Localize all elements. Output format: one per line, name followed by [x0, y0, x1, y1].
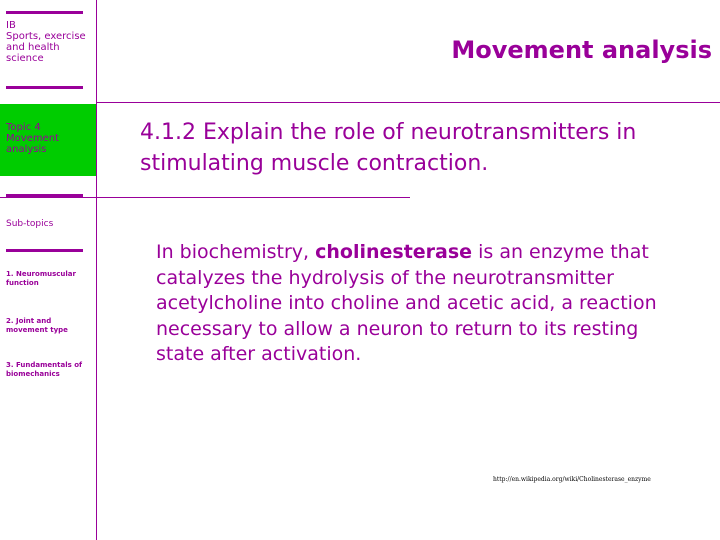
- sidebar-divider: [96, 0, 97, 540]
- subtopics-label: Sub-topics: [6, 219, 54, 229]
- course-label: [6, 20, 90, 64]
- sidebar-rule-4: [6, 249, 83, 252]
- body-text-start: In biochemistry,: [156, 241, 316, 263]
- topic-line-1: Topic 4: [6, 122, 41, 133]
- source-link[interactable]: http://en.wikipedia.org/wiki/Cholinesterase_enzyme: [493, 476, 651, 483]
- topic-line-2: Movement analysis: [6, 133, 59, 155]
- slide-title: Movement analysis: [451, 36, 712, 64]
- sidebar-top-rule: [6, 11, 83, 14]
- subtopic-item-3[interactable]: 3. Fundamentals of biomechanics: [6, 361, 83, 378]
- learning-objective: 4.1.2 Explain the role of neurotransmitters in stimulating muscle contraction.: [140, 120, 637, 176]
- body-text-end: is an enzyme that catalyzes the hydrolysis of the neurotransmitter acetylcholine into choline and acetic acid, a reaction necessary to allow a neuron to return to its resting state after activation.: [156, 241, 657, 365]
- body-paragraph: [156, 240, 666, 368]
- objective-underline: [0, 197, 410, 198]
- body-keyword: cholinesterase: [315, 241, 473, 263]
- sidebar-rule-2: [6, 86, 83, 89]
- subtopic-item-2[interactable]: 2. Joint and movement type: [6, 317, 68, 334]
- course-line-1: IB: [6, 20, 16, 31]
- course-line-2: Sports, exercise and health science: [6, 31, 86, 64]
- title-underline: [97, 102, 720, 103]
- topic-label: [6, 122, 76, 155]
- subtopic-item-1[interactable]: 1. Neuromuscular function: [6, 270, 76, 287]
